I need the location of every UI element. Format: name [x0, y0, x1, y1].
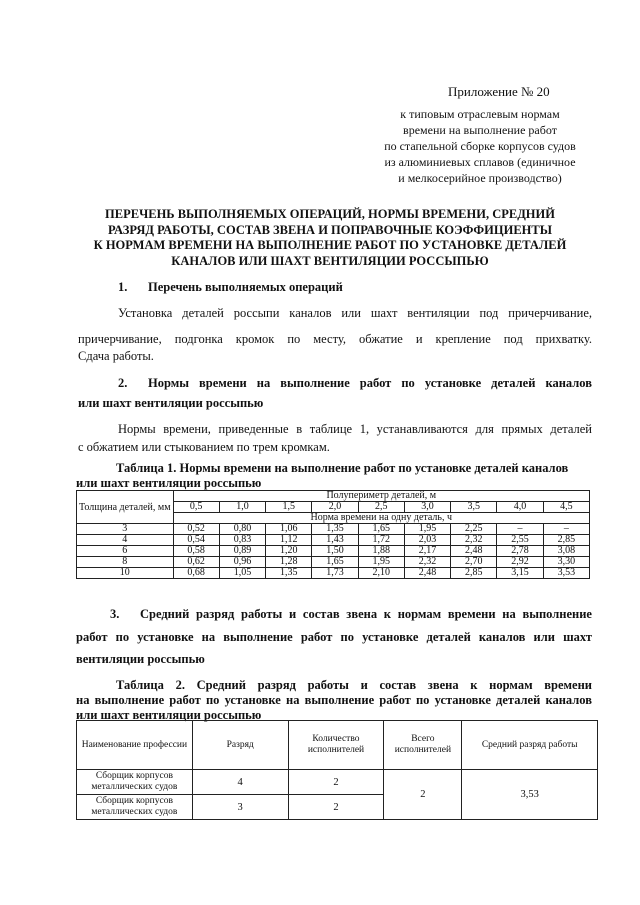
norm-cell: 0,54 — [173, 535, 219, 546]
norm-cell: 1,06 — [266, 524, 312, 535]
section3-title-line3: вентиляции россыпью — [76, 652, 205, 666]
section3-heading — [110, 607, 592, 622]
norm-cell: 2,70 — [451, 557, 497, 568]
norm-cell: 0,68 — [173, 568, 219, 579]
thickness-cell: 8 — [77, 557, 174, 568]
norm-cell: 0,89 — [219, 546, 265, 557]
table-row — [77, 546, 590, 557]
norm-cell: 2,48 — [404, 568, 450, 579]
norm-cell: 2,85 — [451, 568, 497, 579]
perimeter-value: 2,0 — [312, 502, 358, 513]
thickness-cell: 10 — [77, 568, 174, 579]
main-title — [60, 207, 600, 269]
norm-header: Норма времени на одну деталь, ч — [173, 513, 589, 524]
grade-cell: 4 — [192, 770, 288, 795]
table1-caption-line2: или шахт вентиляции россыпью — [76, 476, 262, 490]
section1-line: Сдача работы. — [78, 349, 154, 363]
perimeter-header: Полупериметр деталей, м — [173, 491, 589, 502]
appendix-subtitle — [330, 106, 630, 186]
appendix-subtitle-line: к типовым отраслевым нормам — [400, 107, 560, 121]
norm-cell: 0,80 — [219, 524, 265, 535]
norms-table — [76, 490, 590, 579]
table2-caption — [76, 678, 592, 723]
section2-title-line1: Нормы времени на выполнение работ по установке деталей каналов — [148, 376, 592, 390]
perimeter-value: 0,5 — [173, 502, 219, 513]
profession-cell: Сборщик корпусов металлических судов — [77, 770, 193, 795]
norm-cell: 1,65 — [312, 557, 358, 568]
section3-number: 3. — [110, 607, 120, 621]
norm-cell: 0,83 — [219, 535, 265, 546]
header-total: Всего исполнителей — [384, 721, 462, 770]
norm-cell: 2,03 — [404, 535, 450, 546]
norm-cell: 3,15 — [497, 568, 543, 579]
norm-cell: 0,52 — [173, 524, 219, 535]
header-grade: Разряд — [192, 721, 288, 770]
grade-cell: 3 — [192, 795, 288, 820]
section2-number: 2. — [118, 376, 128, 390]
appendix-subtitle-line: из алюминиевых сплавов (единичное — [384, 155, 576, 169]
norm-cell: 2,32 — [451, 535, 497, 546]
crew-table — [76, 720, 598, 820]
main-title-line: К НОРМАМ ВРЕМЕНИ НА ВЫПОЛНЕНИЕ РАБОТ ПО УСТАНОВКЕ ДЕТАЛЕЙ — [93, 238, 567, 252]
section3-title-line1: Средний разряд работы и состав звена к нормам времени на выполнение — [140, 607, 592, 621]
appendix-subtitle-line: и мелкосерийное производство) — [398, 171, 562, 185]
section2-heading — [118, 376, 592, 391]
norm-cell: 3,53 — [543, 568, 589, 579]
header-avg-grade: Средний разряд работы — [462, 721, 598, 770]
perimeter-value: 1,0 — [219, 502, 265, 513]
norm-cell: 3,08 — [543, 546, 589, 557]
section1-heading — [118, 280, 343, 295]
norm-cell: 1,73 — [312, 568, 358, 579]
perimeter-value: 4,0 — [497, 502, 543, 513]
table-row — [77, 568, 590, 579]
table-row — [77, 524, 590, 535]
norm-cell: 1,35 — [266, 568, 312, 579]
norm-cell: 2,92 — [497, 557, 543, 568]
avg-grade-cell: 3,53 — [462, 770, 598, 820]
norm-cell: 2,78 — [497, 546, 543, 557]
appendix-subtitle-line: по стапельной сборке корпусов судов — [384, 139, 576, 153]
count-cell: 2 — [288, 770, 384, 795]
norm-cell: 3,30 — [543, 557, 589, 568]
norm-cell: 2,10 — [358, 568, 404, 579]
thickness-cell: 4 — [77, 535, 174, 546]
norm-cell: 2,17 — [404, 546, 450, 557]
norm-cell: 2,32 — [404, 557, 450, 568]
section2-title-line2: или шахт вентиляции россыпью — [78, 396, 264, 410]
section3-title-line2: работ по установке на выполнение работ по установке деталей каналов или шахт — [76, 630, 592, 644]
count-cell: 2 — [288, 795, 384, 820]
section1-line: причерчивание, подгонка кромок по месту, обжатие и крепление под прихватку. — [78, 332, 592, 346]
header-count: Количество исполнителей — [288, 721, 384, 770]
norm-cell: 0,96 — [219, 557, 265, 568]
section1-title: Перечень выполняемых операций — [148, 280, 343, 294]
perimeter-value: 2,5 — [358, 502, 404, 513]
norm-cell: 1,12 — [266, 535, 312, 546]
norm-cell: 0,62 — [173, 557, 219, 568]
norm-cell: 1,72 — [358, 535, 404, 546]
appendix-subtitle-line: времени на выполнение работ — [403, 123, 557, 137]
table2-caption-line: на выполнение работ по установке на выполнение работ по установке деталей каналов — [76, 693, 592, 707]
section2-line: с обжатием или стыкованием по трем кромкам. — [78, 440, 330, 454]
table1-caption-line1: Таблица 1. Нормы времени на выполнение работ по установке деталей каналов — [116, 461, 569, 475]
norm-cell: 2,25 — [451, 524, 497, 535]
table-row — [77, 535, 590, 546]
main-title-line: РАЗРЯД РАБОТЫ, СОСТАВ ЗВЕНА И ПОПРАВОЧНЫЕ КОЭФФИЦИЕНТЫ — [107, 222, 552, 237]
table2-caption-line: Таблица 2. Средний разряд работы и состав звена к нормам времени — [116, 678, 592, 692]
section1-line: Установка деталей россыпи каналов или шахт вентиляции под причерчивание, — [118, 306, 592, 320]
table-row — [77, 770, 598, 795]
perimeter-value: 1,5 — [266, 502, 312, 513]
norm-cell: 1,28 — [266, 557, 312, 568]
table-row — [77, 557, 590, 568]
table2-caption-line: или шахт вентиляции россыпью — [76, 708, 262, 722]
norm-cell: 1,65 — [358, 524, 404, 535]
norm-cell: 1,88 — [358, 546, 404, 557]
norm-cell: 1,20 — [266, 546, 312, 557]
norm-cell: – — [543, 524, 589, 535]
perimeter-value: 4,5 — [543, 502, 589, 513]
norm-cell: 1,05 — [219, 568, 265, 579]
appendix-title: Приложение № 20 — [448, 84, 550, 99]
main-title-line: КАНАЛОВ ИЛИ ШАХТ ВЕНТИЛЯЦИИ РОССЫПЬЮ — [171, 253, 489, 268]
norm-cell: 2,85 — [543, 535, 589, 546]
thickness-cell: 3 — [77, 524, 174, 535]
norm-cell: 1,43 — [312, 535, 358, 546]
profession-cell: Сборщик корпусов металлических судов — [77, 795, 193, 820]
norm-cell: 2,48 — [451, 546, 497, 557]
total-cell: 2 — [384, 770, 462, 820]
norm-cell: 1,35 — [312, 524, 358, 535]
norm-cell: – — [497, 524, 543, 535]
thickness-header: Толщина деталей, мм — [77, 491, 174, 524]
norm-cell: 1,95 — [404, 524, 450, 535]
section2-line: Нормы времени, приведенные в таблице 1, устанавливаются для прямых деталей — [118, 422, 592, 436]
norm-cell: 2,55 — [497, 535, 543, 546]
perimeter-value: 3,5 — [451, 502, 497, 513]
perimeter-value: 3,0 — [404, 502, 450, 513]
norm-cell: 1,50 — [312, 546, 358, 557]
header-profession: Наименование профессии — [77, 721, 193, 770]
norm-cell: 0,58 — [173, 546, 219, 557]
main-title-line: ПЕРЕЧЕНЬ ВЫПОЛНЯЕМЫХ ОПЕРАЦИЙ, НОРМЫ ВРЕМЕНИ, СРЕДНИЙ — [105, 207, 555, 221]
norm-cell: 1,95 — [358, 557, 404, 568]
section1-number: 1. — [118, 280, 128, 294]
thickness-cell: 6 — [77, 546, 174, 557]
